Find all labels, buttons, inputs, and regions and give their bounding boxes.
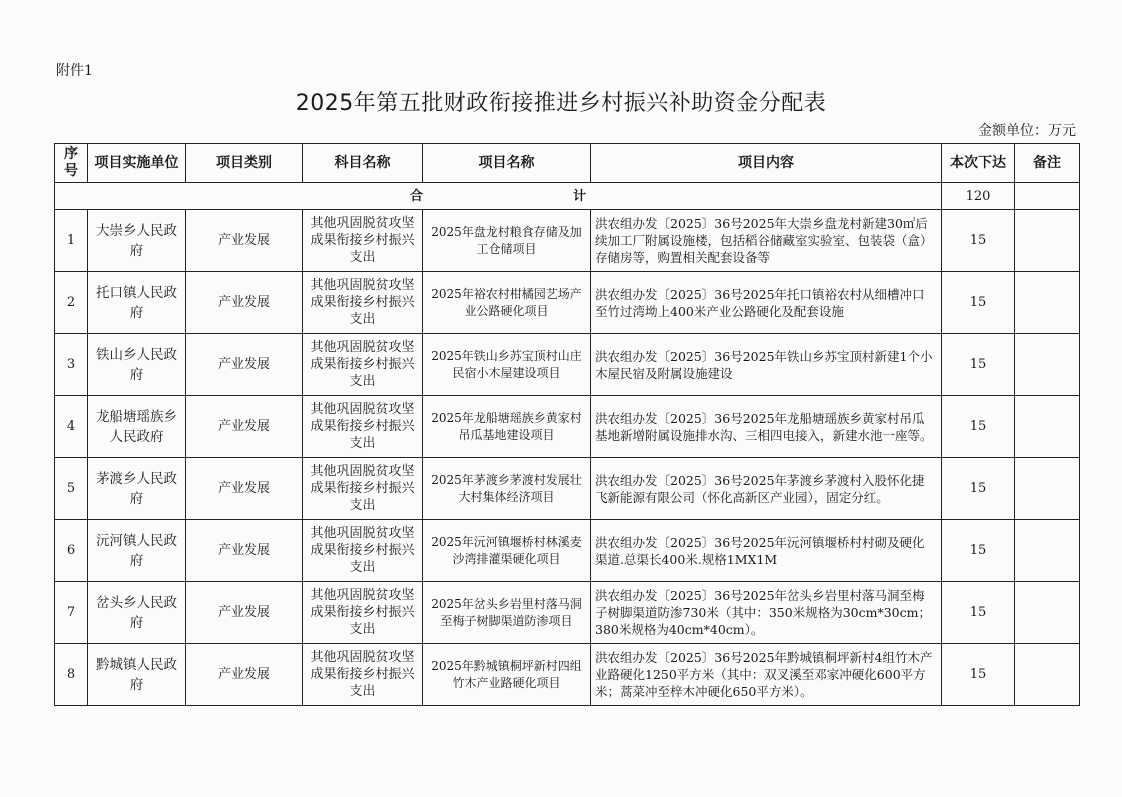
project-name: 2025年裕农村柑橘园艺场产业公路硬化项目 [423,272,591,334]
implementing-unit: 岔头乡人民政府 [88,582,186,644]
project-category: 产业发展 [186,644,303,706]
allocated-amount: 15 [942,520,1015,582]
remark [1015,458,1080,520]
subject-name: 其他巩固脱贫攻坚成果衔接乡村振兴支出 [303,458,423,520]
attachment-label: 附件1 [56,63,93,79]
remark [1015,272,1080,334]
document-title: 2025年第五批财政衔接推进乡村振兴补助资金分配表 [295,91,827,116]
project-name: 2025年盘龙村粮食存储及加工仓储项目 [423,210,591,272]
table-row [55,582,1080,644]
subject-name: 其他巩固脱贫攻坚成果衔接乡村振兴支出 [303,520,423,582]
remark [1015,644,1080,706]
implementing-unit: 茅渡乡人民政府 [88,458,186,520]
project-name: 2025年岔头乡岩里村落马洞至梅子树脚渠道防渗项目 [423,582,591,644]
row-number: 8 [55,644,88,706]
project-content: 洪农组办发〔2025〕36号2025年托口镇裕农村从细槽冲口至竹过湾坳上400米产业公路硬化及配套设施 [591,272,942,334]
subject-name: 其他巩固脱贫攻坚成果衔接乡村振兴支出 [303,272,423,334]
project-content: 洪农组办发〔2025〕36号2025年黔城镇桐坪新村4组竹木产业路硬化1250平方米（其中：双叉溪至邓家冲硬化600平方米；蒿菜冲至梓木冲硬化650平方米）。 [591,644,942,706]
table-row [55,396,1080,458]
project-category: 产业发展 [186,334,303,396]
remark [1015,210,1080,272]
table-row [55,458,1080,520]
total-remark [1015,183,1080,210]
column-header-no: 序号 [55,144,88,183]
row-number: 3 [55,334,88,396]
project-name: 2025年黔城镇桐坪新村四组竹木产业路硬化项目 [423,644,591,706]
project-category: 产业发展 [186,210,303,272]
implementing-unit: 铁山乡人民政府 [88,334,186,396]
project-content: 洪农组办发〔2025〕36号2025年岔头乡岩里村落马洞至梅子树脚渠道防渗730米（其中：350米规格为30cm*30cm；380米规格为40cm*40cm）。 [591,582,942,644]
implementing-unit: 龙船塘瑶族乡人民政府 [88,396,186,458]
column-header-unit: 项目实施单位 [88,144,186,183]
total-row [55,183,1080,210]
project-name: 2025年铁山乡苏宝顶村山庄民宿小木屋建设项目 [423,334,591,396]
project-content: 洪农组办发〔2025〕36号2025年沅河镇堰桥村村砌及硬化渠道.总渠长400米.规格1MX1M [591,520,942,582]
column-header-category: 项目类别 [186,144,303,183]
allocated-amount: 15 [942,334,1015,396]
remark [1015,520,1080,582]
implementing-unit: 沅河镇人民政府 [88,520,186,582]
column-header-project: 项目名称 [423,144,591,183]
implementing-unit: 大崇乡人民政府 [88,210,186,272]
total-amount: 120 [942,183,1015,210]
row-number: 5 [55,458,88,520]
row-number: 7 [55,582,88,644]
project-content: 洪农组办发〔2025〕36号2025年龙船塘瑶族乡黄家村吊瓜基地新增附属设施排水沟、三相四电接入，新建水池一座等。 [591,396,942,458]
allocated-amount: 15 [942,458,1015,520]
allocated-amount: 15 [942,644,1015,706]
project-category: 产业发展 [186,582,303,644]
project-category: 产业发展 [186,272,303,334]
remark [1015,334,1080,396]
subject-name: 其他巩固脱贫攻坚成果衔接乡村振兴支出 [303,334,423,396]
row-number: 4 [55,396,88,458]
table-row [55,334,1080,396]
project-name: 2025年龙船塘瑶族乡黄家村吊瓜基地建设项目 [423,396,591,458]
row-number: 1 [55,210,88,272]
allocated-amount: 15 [942,210,1015,272]
subject-name: 其他巩固脱贫攻坚成果衔接乡村振兴支出 [303,644,423,706]
column-header-content: 项目内容 [591,144,942,183]
implementing-unit: 托口镇人民政府 [88,272,186,334]
project-name: 2025年茅渡乡茅渡村发展壮大村集体经济项目 [423,458,591,520]
subject-name: 其他巩固脱贫攻坚成果衔接乡村振兴支出 [303,582,423,644]
allocated-amount: 15 [942,272,1015,334]
table-row [55,644,1080,706]
project-category: 产业发展 [186,396,303,458]
table-header-row [55,144,1080,183]
total-label: 合计 [55,183,942,210]
subject-name: 其他巩固脱贫攻坚成果衔接乡村振兴支出 [303,210,423,272]
remark [1015,396,1080,458]
subject-name: 其他巩固脱贫攻坚成果衔接乡村振兴支出 [303,396,423,458]
table-row [55,520,1080,582]
allocation-table [54,143,1080,706]
project-content: 洪农组办发〔2025〕36号2025年大崇乡盘龙村新建30㎡后续加工厂附属设施楼，包括稻谷储藏室实验室、包装袋（盒）存储房等，购置相关配套设备等 [591,210,942,272]
allocated-amount: 15 [942,582,1015,644]
row-number: 6 [55,520,88,582]
project-name: 2025年沅河镇堰桥村林溪麦沙湾排灌渠硬化项目 [423,520,591,582]
column-header-subject: 科目名称 [303,144,423,183]
project-content: 洪农组办发〔2025〕36号2025年茅渡乡茅渡村入股怀化捷飞新能源有限公司（怀化高新区产业园），固定分红。 [591,458,942,520]
project-category: 产业发展 [186,520,303,582]
project-category: 产业发展 [186,458,303,520]
implementing-unit: 黔城镇人民政府 [88,644,186,706]
column-header-remark: 备注 [1015,144,1080,183]
table-row [55,210,1080,272]
allocated-amount: 15 [942,396,1015,458]
amount-unit-note: 金额单位：万元 [978,123,1076,139]
table-row [55,272,1080,334]
remark [1015,582,1080,644]
column-header-amount: 本次下达 [942,144,1015,183]
row-number: 2 [55,272,88,334]
project-content: 洪农组办发〔2025〕36号2025年铁山乡苏宝顶村新建1个小木屋民宿及附属设施建设 [591,334,942,396]
